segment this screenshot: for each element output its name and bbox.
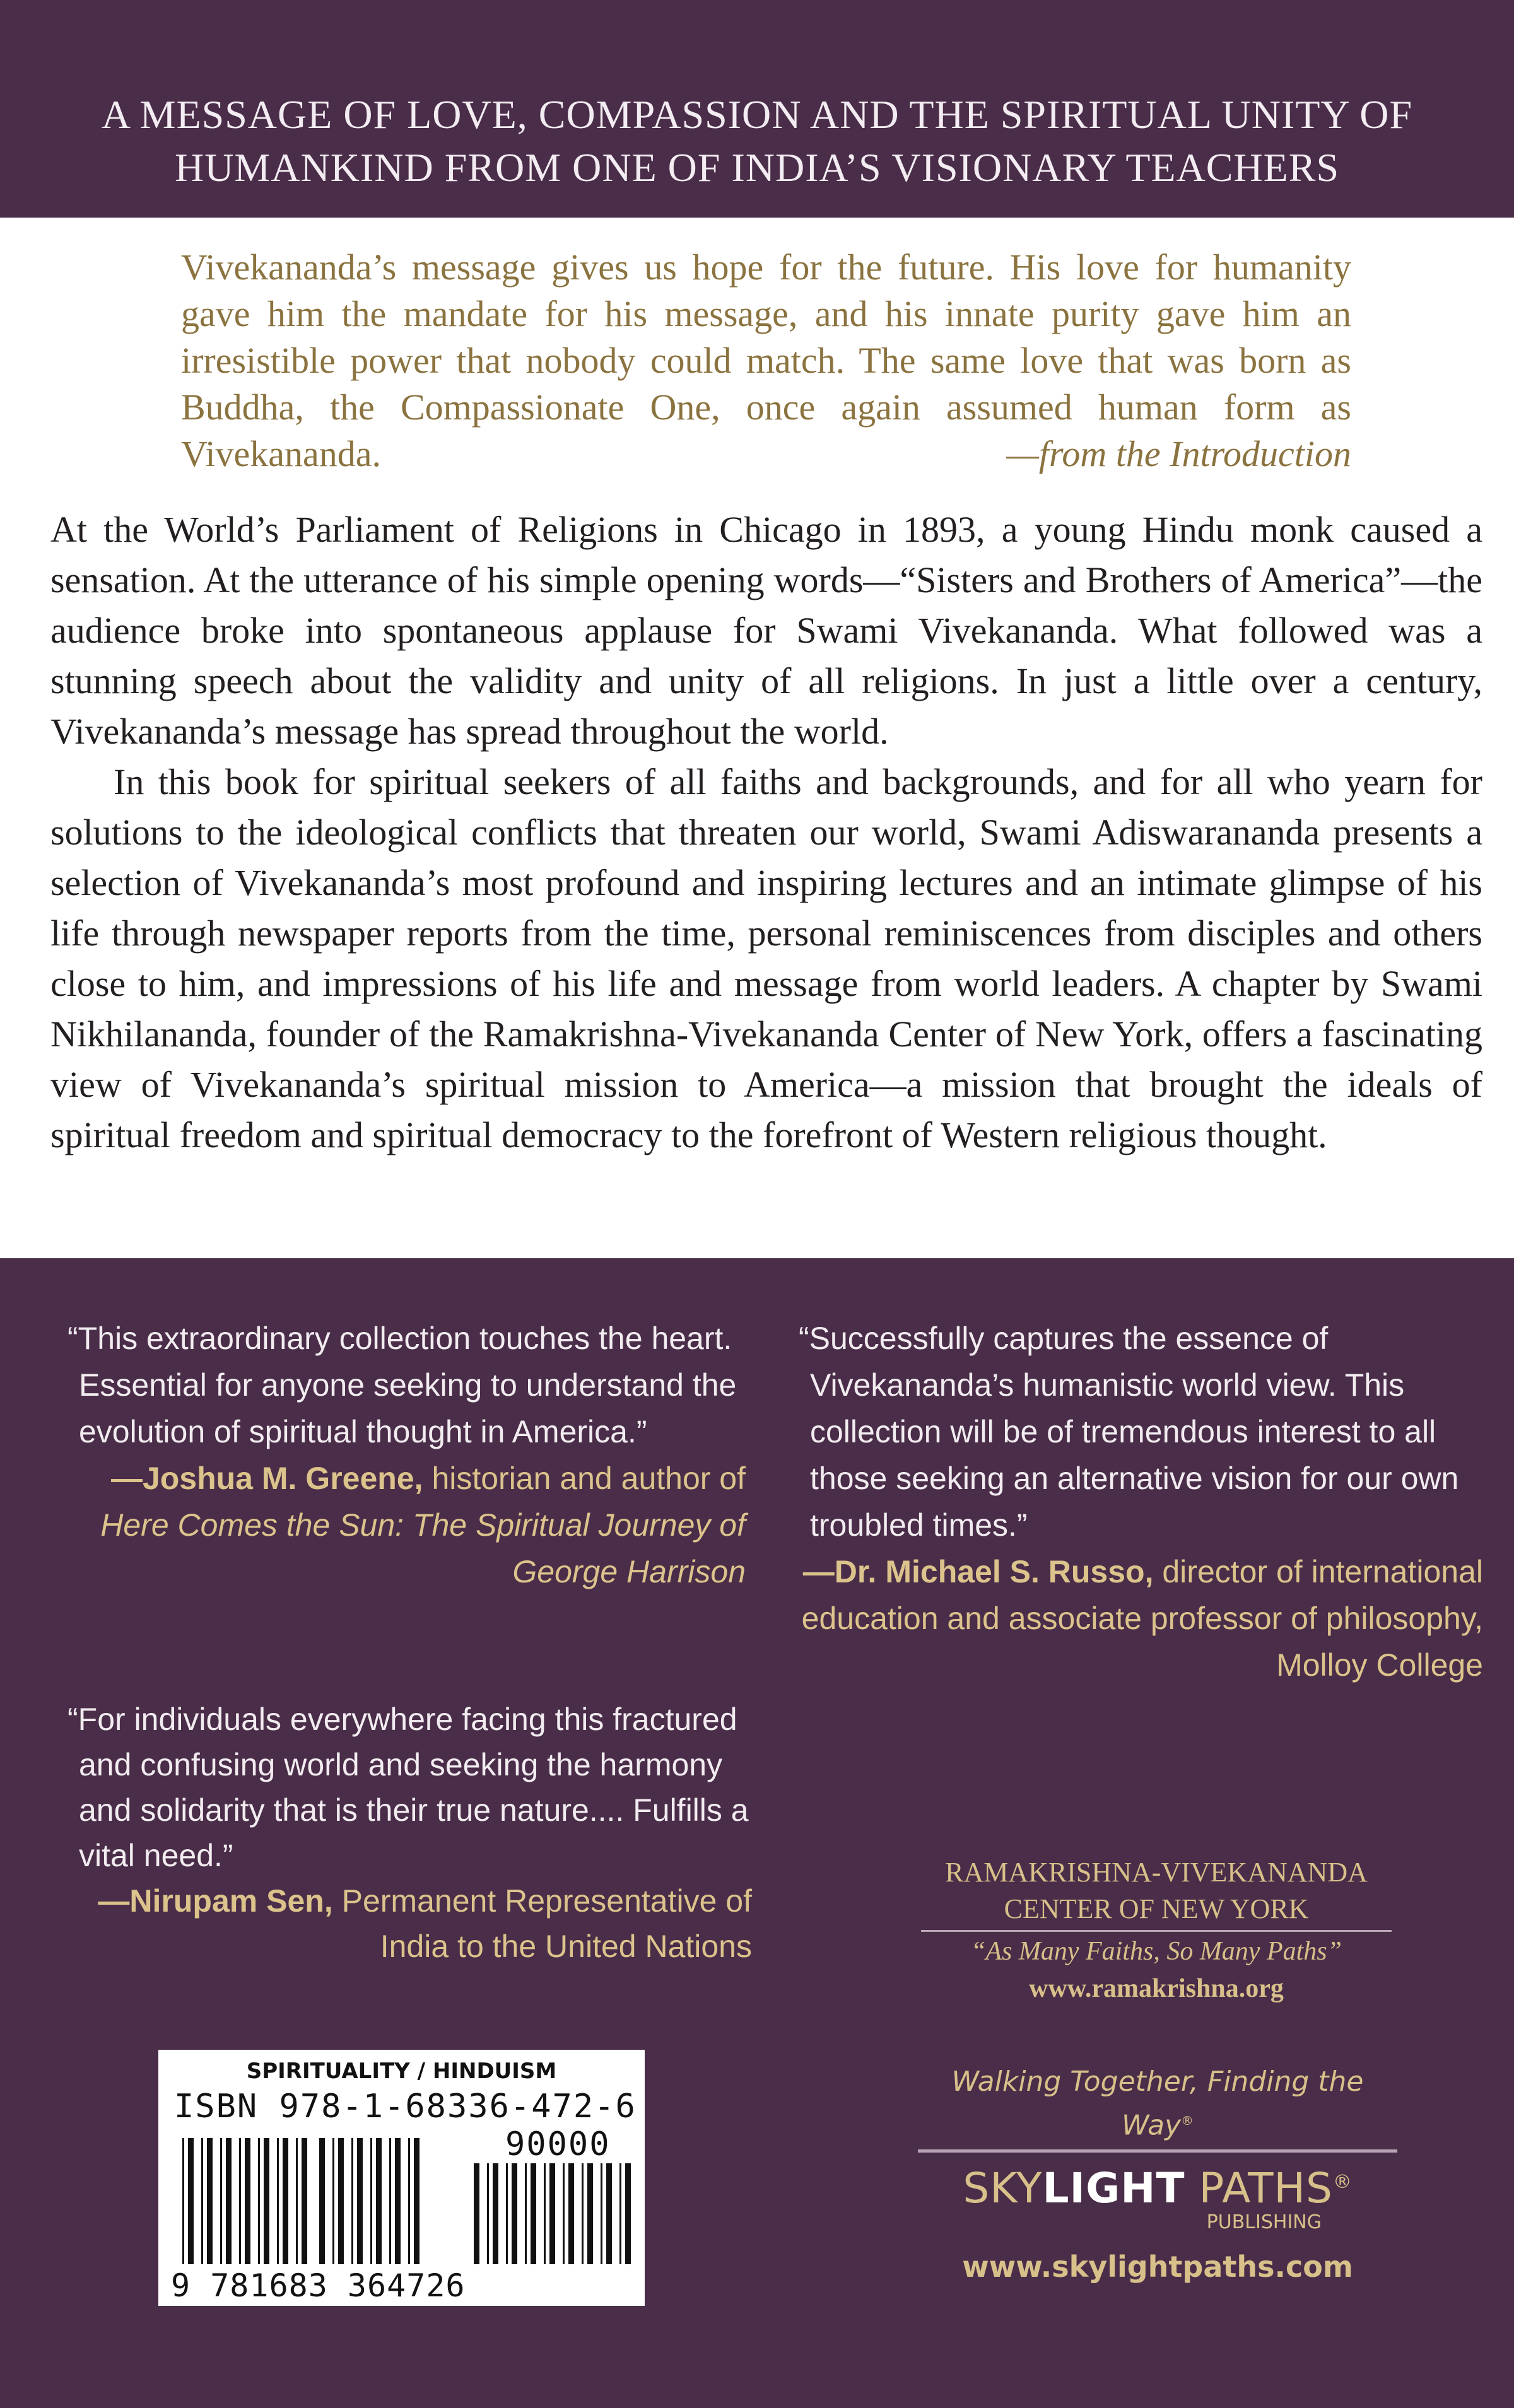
endorsement bbox=[67, 1315, 746, 1595]
registered-mark: ® bbox=[1332, 2170, 1353, 2193]
intro-quote-text: Vivekananda’s message gives us hope for the future. His love for humanity gave him the mandate for his message, and his innate purity gave him an irresistible power that nobody could match. The same love that was born as Buddha, the Compassionate One, once again assumed human form as Vivekananda. bbox=[181, 247, 1351, 474]
barcode-bar bbox=[182, 2138, 184, 2264]
publisher-brand bbox=[918, 2158, 1397, 2213]
barcode-bar bbox=[563, 2163, 565, 2264]
barcode-bar bbox=[296, 2138, 298, 2264]
brand-paths: PATHS bbox=[1185, 2163, 1333, 2212]
endorsement-quote: “For individuals everywhere facing this fractured and confusing world and seeking the harmony and solidarity that is their true nature.... Fulfills a vital need.” bbox=[67, 1702, 749, 1873]
barcode-bar bbox=[357, 2138, 363, 2264]
barcode-box bbox=[158, 2050, 645, 2306]
publisher-url[interactable]: www.skylightpaths.com bbox=[962, 2249, 1353, 2284]
endorsement-quote: “Successfully captures the essence of Vivekananda’s humanistic world view. This collection will be of tremendous interest to all those seeking an alternative vision for our own troubled times.” bbox=[799, 1321, 1459, 1543]
barcode-bar bbox=[389, 2138, 391, 2264]
barcode-digits: 9 781683 364726 bbox=[171, 2267, 466, 2304]
center-url[interactable]: www.ramakrishna.org bbox=[1029, 1974, 1284, 2003]
brand-light: LIGHT bbox=[1042, 2163, 1185, 2212]
barcode-bar bbox=[512, 2163, 517, 2264]
barcode-bar bbox=[258, 2138, 260, 2264]
header-band bbox=[0, 0, 1514, 218]
endorsement-attribution bbox=[67, 1455, 746, 1595]
barcode-bar bbox=[226, 2138, 232, 2264]
endorser-name: —Dr. Michael S. Russo, bbox=[802, 1554, 1154, 1589]
barcode-bar bbox=[568, 2163, 574, 2264]
endorser-role: director of international education and associate professor of philosophy, Molloy College bbox=[801, 1554, 1483, 1683]
barcode-bar bbox=[414, 2138, 420, 2264]
intro-quote bbox=[181, 244, 1351, 477]
barcode-bar bbox=[239, 2138, 241, 2264]
description-paragraph: At the World’s Parliament of Religions in Chicago in 1893, a young Hindu monk caused a sensation. At the utterance of his simple opening words—“Sisters and Brothers of America”—the audience broke into spontaneous applause for Swami Vivekananda. What followed was a stunning speech about the validity and unity of all religions. In just a little over a century, Vivekananda’s message has spread throughout the world. bbox=[50, 509, 1482, 752]
barcode-bar bbox=[220, 2138, 222, 2264]
endorsement bbox=[799, 1315, 1483, 1688]
barcode-bar bbox=[544, 2163, 546, 2264]
description-panel bbox=[0, 218, 1514, 1258]
barcode-bar bbox=[264, 2138, 269, 2264]
endorsement bbox=[67, 1697, 752, 1969]
barcode-bar bbox=[277, 2138, 279, 2264]
barcode-bar bbox=[351, 2138, 353, 2264]
barcode-bar bbox=[625, 2163, 631, 2264]
barcode-bar bbox=[474, 2163, 479, 2264]
barcode-bar bbox=[302, 2138, 307, 2264]
barcode-bar bbox=[338, 2138, 344, 2264]
barcode-bar bbox=[376, 2138, 382, 2264]
barcode-bar bbox=[319, 2138, 325, 2264]
tagline bbox=[0, 88, 1514, 194]
barcode-bar bbox=[188, 2138, 194, 2264]
price-code: 90000 bbox=[505, 2125, 611, 2163]
barcode-bar bbox=[283, 2138, 288, 2264]
barcode-bar bbox=[207, 2138, 213, 2264]
barcode-bar bbox=[582, 2163, 584, 2264]
brand-sky: SKY bbox=[963, 2163, 1043, 2212]
endorser-book: Here Comes the Sun: The Spiritual Journey of George Harrison bbox=[100, 1507, 746, 1589]
barcode-bar bbox=[245, 2138, 250, 2264]
intro-quote-source: —from the Introduction bbox=[1006, 433, 1351, 474]
publisher-sub: PUBLISHING bbox=[1206, 2211, 1322, 2233]
barcode-bar bbox=[493, 2163, 498, 2264]
barcode-bar bbox=[549, 2163, 555, 2264]
publisher-slogan-text: Walking Together, Finding the Way bbox=[951, 2066, 1364, 2142]
endorser-role: Permanent Representative of India to the United Nations bbox=[341, 1883, 752, 1964]
tagline-line-1: A MESSAGE OF LOVE, COMPASSION AND THE SPIRITUAL UNITY OF bbox=[101, 92, 1413, 137]
publisher-logo bbox=[918, 2062, 1397, 2289]
isbn-text: ISBN 978-1-68336-472-6 bbox=[174, 2088, 637, 2125]
tagline-line-2: HUMANKIND FROM ONE OF INDIA’S VISIONARY TEACHERS bbox=[174, 145, 1340, 190]
book-description bbox=[50, 505, 1482, 1160]
barcode-bar bbox=[601, 2163, 602, 2264]
endorsement-attribution bbox=[67, 1878, 752, 1969]
barcode-bar bbox=[531, 2163, 536, 2264]
barcode-bar bbox=[525, 2163, 527, 2264]
center-name: RAMAKRISHNA-VIVEKANANDA bbox=[945, 1857, 1368, 1888]
endorser-role: historian and author of bbox=[431, 1461, 746, 1496]
barcode-bar bbox=[487, 2163, 489, 2264]
barcode-bar bbox=[395, 2138, 401, 2264]
barcode-bar bbox=[587, 2163, 593, 2264]
barcode-category: SPIRITUALITY / HINDUISM bbox=[246, 2059, 557, 2084]
endorsement-quote: “This extraordinary collection touches the heart. Essential for anyone seeking to understand the evolution of spiritual thought in America.” bbox=[67, 1321, 737, 1449]
endorser-name: —Joshua M. Greene, bbox=[110, 1461, 423, 1496]
barcode-bar bbox=[506, 2163, 508, 2264]
barcode-bar bbox=[332, 2138, 334, 2264]
center-motto: “As Many Faiths, So Many Paths” bbox=[921, 1930, 1392, 1971]
registered-mark: ® bbox=[1181, 2113, 1194, 2128]
barcode-bar bbox=[201, 2138, 203, 2264]
description-paragraph: In this book for spiritual seekers of all faiths and backgrounds, and for all who yearn for solutions to the ideological conflicts that threaten our world, Swami Adiswarananda presents a selection of Vivekananda’s most profound and inspiring lectures and an intimate glimpse of his life through newspaper reports from the time, personal reminiscences from disciples and others close to him, and impressions of his life and message from world leaders. A chapter by Swami Nikhilananda, founder of the Ramakrishna-Vivekananda Center of New York, offers a fascinating view of Vivekananda’s spiritual mission to America—a mission that brought the ideals of spiritual freedom and spiritual democracy to the forefront of Western religious thought. bbox=[50, 761, 1482, 1155]
publisher-slogan bbox=[918, 2062, 1397, 2153]
barcode-bar bbox=[606, 2163, 612, 2264]
barcode-bar bbox=[370, 2138, 372, 2264]
barcode-bar bbox=[408, 2138, 410, 2264]
endorser-name: —Nirupam Sen, bbox=[98, 1883, 333, 1919]
center-location: CENTER OF NEW YORK bbox=[1004, 1893, 1309, 1924]
center-info bbox=[896, 1854, 1417, 2006]
barcode-bar bbox=[619, 2163, 621, 2264]
endorsement-attribution bbox=[799, 1548, 1483, 1688]
